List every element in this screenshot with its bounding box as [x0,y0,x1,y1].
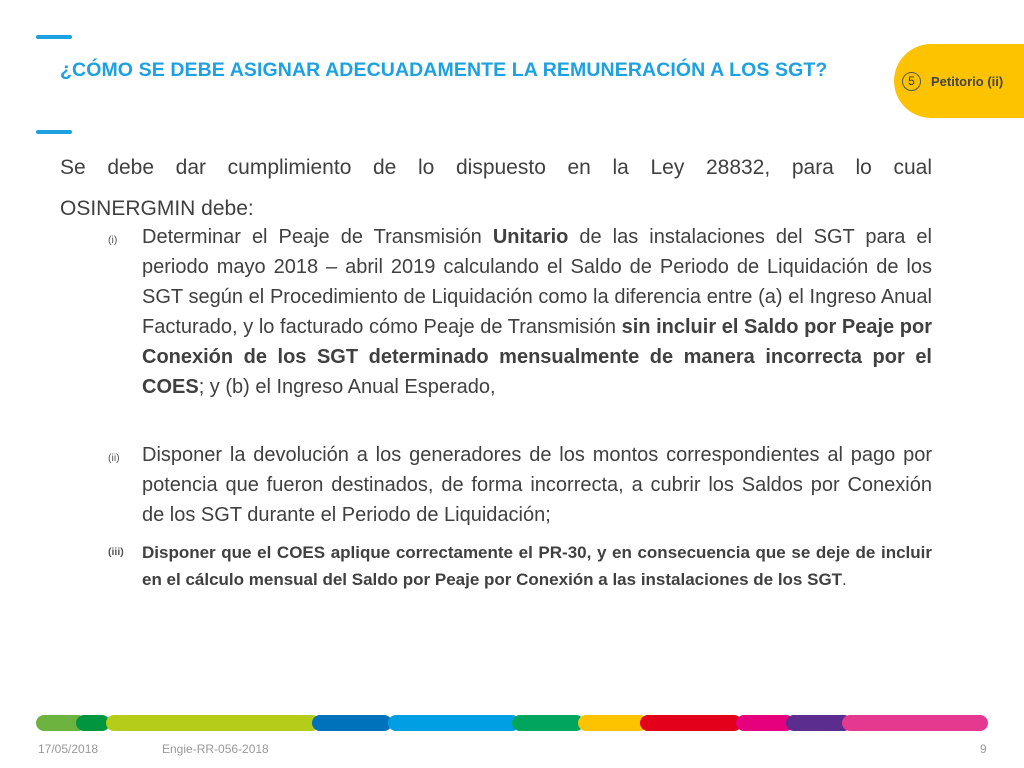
page-title: ¿CÓMO SE DEBE ASIGNAR ADECUADAMENTE LA REMUNERACIÓN A LOS SGT? [60,59,828,81]
list-item-number: (iii) [108,546,124,558]
color-bar-segment [640,715,742,731]
text-run: de las instalaciones del SGT para el periodo mayo 2018 – abril 2019 calculando el Saldo de Periodo de Liquidación de los SGT según el Procedimiento de Liquidación como la diferencia entre (a) el Ingreso Anual Facturado, y lo facturado cómo Peaje de Transmisión [142,226,932,338]
list-item [108,222,932,402]
accent-dash-top [36,35,72,39]
footer-date: 17/05/2018 [38,742,99,756]
bold-run: Unitario [492,226,569,248]
color-bar-segment [842,715,988,731]
list-item-text [142,539,932,593]
text-run: Determinar el Peaje de Transmisión [142,226,493,248]
color-bar-segment [106,715,320,731]
text-run: ; y (b) el Ingreso Anual Esperado, [198,376,496,398]
list-item-number: (ii) [108,452,120,464]
color-bar-segment [76,715,110,731]
list-item-text [142,222,932,402]
color-bar-segment [312,715,392,731]
footer-document-id: Engie-RR-056-2018 [162,742,269,756]
intro-line-2: OSINERGMIN debe: [60,197,254,220]
list-item-text: Disponer la devolución a los generadores de los montos correspondientes al pago por potencia que fueron destinados, de forma incorrecta, a cubrir los Saldos por Conexión de los SGT durante el Periodo de Liquidación; [142,444,932,526]
section-tab [894,44,1024,118]
intro-line-1: Se debe dar cumplimiento de lo dispuesto en la Ley 28832, para lo cual [60,156,932,179]
text-run: Disponer que el COES aplique correctamente el PR-30, y en consecuencia que se deje de incluir en el cálculo mensual del Saldo por Peaje por Conexión a las instalaciones de los SGT [142,543,932,589]
color-bar-segment [512,715,584,731]
list-item-number: (i) [108,234,118,246]
list-item [108,539,932,593]
page-number: 9 [980,742,987,756]
accent-dash-bottom [36,130,72,134]
intro-paragraph [60,147,932,229]
bold-run: sin incluir el Saldo por Peaje por Conexión de los SGT determinado mensualmente de manera incorrecta por el COES [142,316,932,398]
color-bar-segment [578,715,648,731]
color-bar-segment [388,715,520,731]
text-run: . [842,570,847,589]
section-number-badge: 5 [902,72,921,91]
list-item [108,440,932,530]
section-tab-label: Petitorio (ii) [931,73,1004,89]
